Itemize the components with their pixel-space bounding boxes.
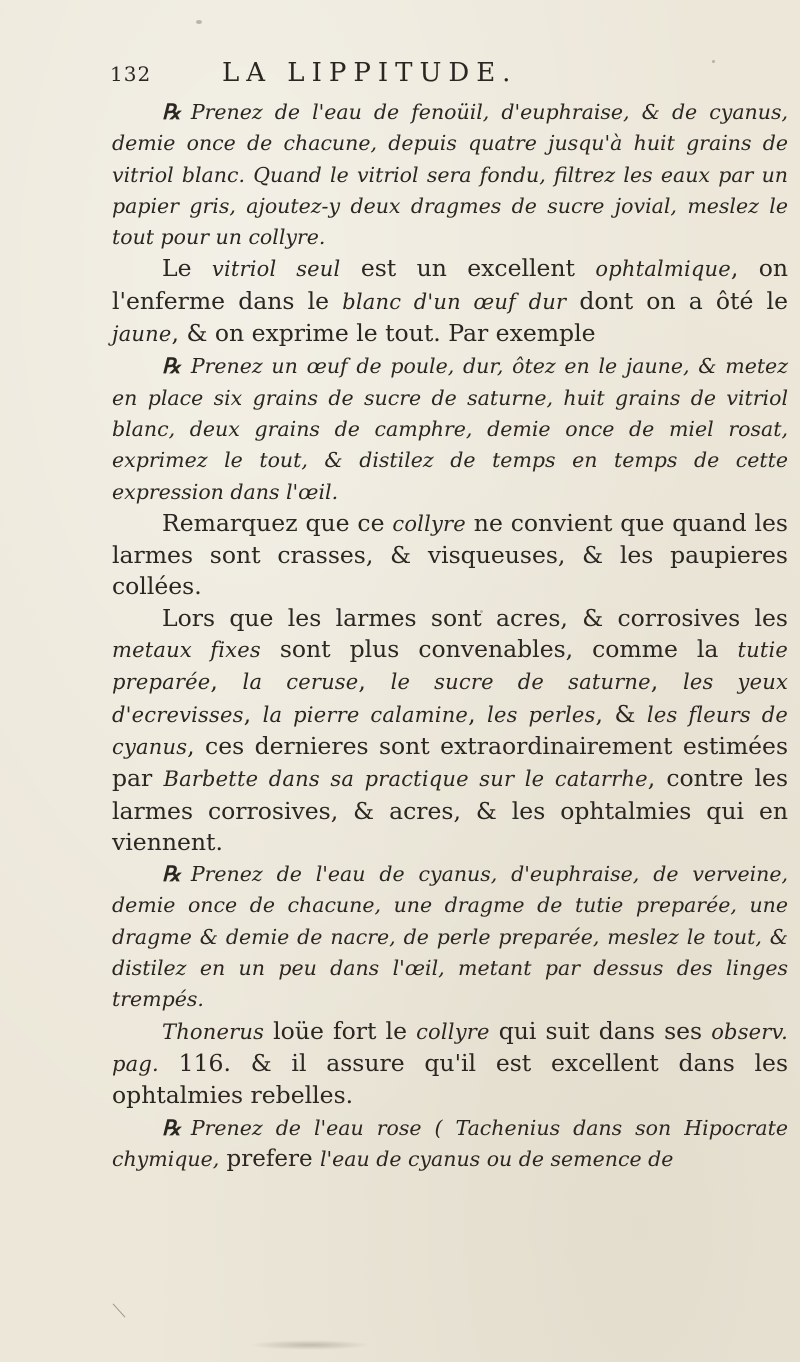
text-run: ,	[468, 699, 488, 728]
italic-run: Thonerus	[162, 1019, 265, 1044]
recipe-symbol-icon: ℞	[162, 1114, 181, 1140]
paragraph-remarquez	[112, 508, 788, 603]
text-run: ,	[650, 667, 683, 696]
text-run: Le	[162, 254, 212, 283]
italic-run: blanc d'un œuf dur	[342, 289, 567, 314]
page-number: 132	[110, 62, 152, 86]
text-run: , contre les larmes corrosives, & acres, & les ophtalmies qui en viennent.	[112, 764, 789, 856]
paper-speck	[196, 20, 202, 24]
recipe-symbol-icon: ℞	[162, 99, 181, 124]
italic-run: les perles	[487, 702, 596, 727]
text-run: loüe fort le	[264, 1016, 417, 1045]
recipe-text: Prenez de l'eau de cyanus, d'euphraise, de verveine, demie once de chacune, une dragme de tutie preparée, une dragme & demie de nacre, de perle preparée, meslez le tout, & distilez en un peu dans l'œil, metant par dessus des linges trempés.	[112, 862, 788, 1012]
paragraph-vitriol	[112, 253, 788, 350]
text-run: , on l'enferme dans le	[112, 254, 788, 315]
recipe-text: Prenez de l'eau rose ( Tachenius dans son Hipocrate chymique,	[112, 1115, 788, 1171]
text-run: Remarquez que ce	[162, 508, 393, 537]
text-run: qui suit dans ses	[489, 1016, 712, 1045]
running-title: LA LIPPITUDE.	[222, 58, 518, 88]
text-run: sont plus convenables, comme la	[260, 635, 738, 664]
recipe-text: Prenez de l'eau de fenoüil, d'euphraise, & de cyanus, demie once de chacune, depuis quatre jusqu'à huit grains de vitriol blanc. Quand le vitriol sera fondu, filtrez les eaux par un papier gris, ajoutez-y deux dragmes de sucre jovial, meslez le tout pour un collyre.	[112, 100, 788, 250]
text-run: ,	[210, 667, 243, 696]
text-run: Lors que les larmes sont acres, & corrosives les	[162, 603, 788, 632]
recipe-text: Prenez un œuf de poule, dur, ôtez en le jaune, & metez en place six grains de sucre de saturne, huit grains de vitriol blanc, deux grains de camphre, demie once de miel rosat, exprimez le tout, & distilez de temps en temps de cette expression dans l'œil.	[112, 354, 788, 504]
italic-run: ophtalmique	[595, 257, 731, 282]
paper-speck	[712, 60, 715, 63]
italic-run: le sucre de saturne	[390, 670, 651, 695]
recipe-paragraph-4	[112, 1112, 788, 1176]
text-run: prefere	[219, 1145, 320, 1172]
italic-run: tutie preparée	[112, 638, 788, 695]
recipe-symbol-icon: ℞	[162, 353, 181, 379]
italic-run: la ceruse	[242, 670, 359, 695]
text-run: ,	[358, 667, 391, 696]
recipe-text: l'eau de cyanus ou de semence de	[319, 1146, 674, 1171]
italic-run: les yeux d'ecrevisses	[112, 670, 789, 727]
paper-crease	[113, 1303, 126, 1317]
text-run: ,	[243, 699, 263, 728]
paper-speck	[480, 610, 483, 613]
recipe-paragraph-3	[112, 858, 788, 1015]
recipe-symbol-icon: ℞	[162, 861, 181, 887]
paragraph-thonerus	[112, 1016, 788, 1112]
page-header	[110, 58, 782, 94]
text-run: 116. & il assure qu'il est excellent dans les ophtalmies rebelles.	[112, 1048, 788, 1110]
italic-run: metaux fixes	[112, 638, 261, 663]
recipe-paragraph-1	[112, 96, 788, 253]
text-run: ne convient que quand les larmes sont crasses, & visqueuses, & les paupieres collées.	[112, 508, 788, 601]
italic-run: collyre	[416, 1019, 490, 1044]
italic-run: observ. pag.	[112, 1019, 788, 1076]
paragraph-larmes-acres	[112, 603, 788, 858]
paper-smudge	[250, 1340, 370, 1350]
italic-run: la pierre calamine	[262, 702, 469, 727]
recipe-paragraph-2	[112, 350, 788, 507]
page-body	[112, 96, 788, 1175]
text-run: , &	[595, 699, 647, 728]
italic-run: vitriol seul	[211, 257, 341, 282]
italic-run: Barbette dans sa practique sur le catarrhe	[163, 767, 648, 792]
italic-run: collyre	[392, 511, 466, 536]
text-run: dont on a ôté le	[566, 286, 788, 315]
italic-run: les fleurs de cyanus	[112, 702, 788, 759]
text-run: , & on exprime le tout. Par exemple	[171, 319, 596, 348]
text-run: , ces dernieres sont extraordinairement estimées par	[112, 731, 788, 793]
italic-run: jaune	[112, 322, 172, 347]
text-run: est un excellent	[340, 254, 596, 283]
